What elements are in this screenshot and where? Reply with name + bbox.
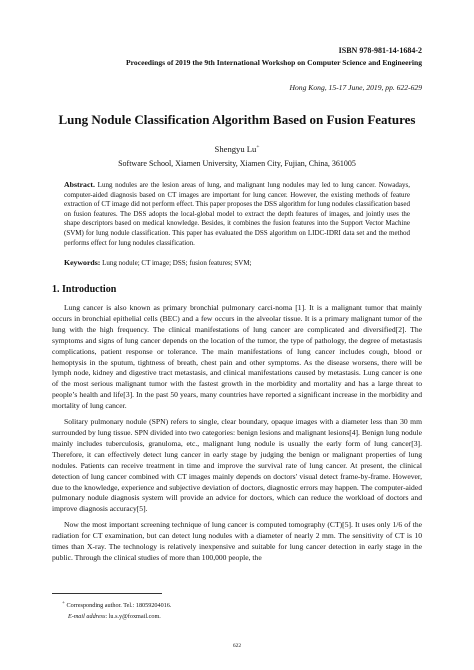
paragraph: Lung cancer is also known as primary bronchial pulmonary carci-noma [1]. It is a malignant tumor that mainly occurs in bronchial epithelial cells (BEC) and a few occurs in the alveolar tissue. It is a primary malignant tumor of the lung with the high frequency. The clinical manifestations of lung cancer are complicated and diversified[2]. The symptoms and signs of lung cancer depends on the location of the tumor, the type of pathology, the degree of metastasis complications, patient response or tolerance. The main manifestations of lung cancer includes cough, blood or hemoptysis in the sputum, tightness of breath, chest pain and other symptoms. As the disease worsens, there will be lymph node, kidney and digestive tract metastasis, and clinical manifestations caused by metastasis. Lung cancer is one of the most serious malignant tumor with the fastest growth in the morbidity and mortality and has a large threat to people’s health and life[3]. In the past 50 years, many countries have reported a significant increase in the morbidity and mortality of lung cancer. bbox=[52, 303, 422, 411]
footnote-rule bbox=[52, 593, 162, 594]
author-name: Shengyu Lu bbox=[214, 144, 257, 154]
page-number: 622 bbox=[232, 643, 242, 649]
author-mark: + bbox=[256, 144, 260, 151]
author bbox=[0, 144, 474, 154]
paragraph: Solitary pulmonary nodule (SPN) refers to single, clear boundary, opaque images with a diameter less than 30 mm surrounded by lung tissue. SPN divided into two categories: benign lesions and malignant lesions[4]. Benign lung nodule mainly includes tuberculosis, granuloma, etc., malignant lung nodule is usually the early form of lung cancer[3]. Therefore, it can effectively detect lung cancer in early stage by judging the benign or malignant properties of lung nodules. Patients can receive treatment in time and improve the survival rate of lung cancer. At present, the clinical detection of lung cancer combined with CT images mainly depends on doctors' visual detect frame-by-frame. However, due to the knowledge, experience and subjective deviation of doctors, diagnostic errors may happen. The computer-aided pulmonary nodule diagnosis system will provide an advice for doctors, which can reduce the workload of doctors and improve diagnosis accuracy[5]. bbox=[52, 417, 422, 514]
footnote-text: Corresponding author. Tel.: 18059204016. bbox=[66, 602, 172, 610]
email-label: E-mail address bbox=[68, 613, 106, 620]
proceedings-title: Proceedings of 2019 the 9th International Workshop on Computer Science and Engineering bbox=[126, 58, 422, 67]
abstract-text: Lung nodules are the lesion areas of lung, and malignant lung nodules may led to lung cancer. Nowadays, computer-aided diagnosis based on CT images are important for lung cancer. However, the existing methods of feature extraction of CT image did not perform effect. This paper proposes the DSS algorithm for lung nodules classification based on fusion features. The DSS adopts the local-global model to extract the depth features of images, and jointly uses the shape descriptors based on medical knowledge. Besides, it combines the fusion features into the Support Vector Machine (SVM) for lung nodule classification. This paper has evaluated the DSS algorithm on LIDC-IDRI data set and the method performs effect for lung nodules classification. bbox=[64, 181, 410, 247]
conference-info: Hong Kong, 15-17 June, 2019, pp. 622-629 bbox=[289, 83, 422, 92]
paragraph: Now the most important screening technique of lung cancer is computed tomography (CT)[5]. It uses only 1/6 of the radiation for CT examination, but can detect lung nodules with a diameter of nearly 2 mm. The sensitivity of CT is 10 times than X-ray. The technology is relatively inexpensive and suitable for lung cancer detection in early stage in the public. Through the clinical studies of more than 100,000 people, the bbox=[52, 520, 422, 562]
abstract bbox=[64, 180, 410, 248]
paper-title: Lung Nodule Classification Algorithm Based on Fusion Features bbox=[58, 112, 416, 127]
footnote-author bbox=[62, 600, 171, 609]
isbn: ISBN 978-981-14-1684-2 bbox=[338, 46, 422, 55]
abstract-label: Abstract. bbox=[64, 180, 95, 189]
keywords-text: Lung nodule; CT image; DSS; fusion features; SVM; bbox=[102, 259, 252, 267]
footnote-mark: + bbox=[62, 600, 65, 606]
affiliation: Software School, Xiamen University, Xiamen City, Fujian, China, 361005 bbox=[118, 159, 356, 168]
section-body bbox=[52, 303, 422, 569]
section-heading: 1. Introduction bbox=[52, 284, 117, 295]
keywords-label: Keywords: bbox=[64, 258, 101, 267]
keywords bbox=[64, 258, 410, 267]
footnote-email: E-mail address: lu.s.y@foxmail.com. bbox=[68, 613, 161, 620]
email-address[interactable]: lu.s.y@foxmail.com. bbox=[108, 613, 161, 620]
